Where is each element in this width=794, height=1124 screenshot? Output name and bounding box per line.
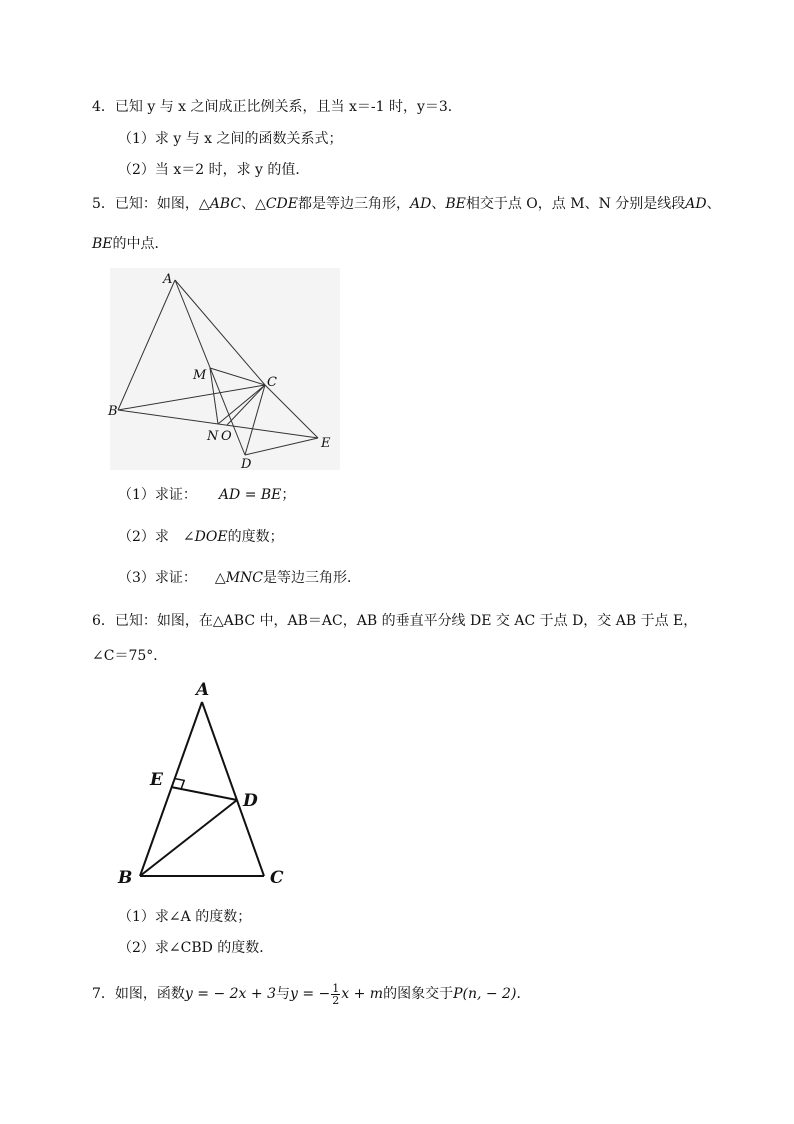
label-d: D [243, 791, 258, 811]
label-a: A [163, 272, 173, 287]
q7-fraction-denominator: 2 [332, 993, 340, 1007]
label-d: D [241, 457, 252, 470]
q5-sep: 、 [431, 196, 446, 212]
label-e: E [150, 770, 163, 790]
q5-part-2-prefix: （2）求 [118, 529, 169, 545]
q4-part-1: （1）求 y 与 x 之间的函数关系式； [118, 131, 343, 147]
q7-function-1: y = − 2x + 3 [184, 986, 276, 1002]
q7-period: ． [516, 986, 531, 1002]
q5-seg-be: BE [92, 236, 113, 252]
label-a: A [196, 680, 210, 700]
q7-point: P(n, − 2) [453, 986, 517, 1002]
q6-figure [110, 675, 300, 890]
q5-part-1-suffix: ； [281, 487, 296, 503]
q5-part-1-math: AD = BE [218, 487, 282, 503]
q6-stem-line-1: 6．已知：如图，在△ABC 中，AB＝AC，AB 的垂直平分线 DE 交 AC 于点 D，交 AB 于点 E， [92, 613, 698, 629]
q7-text: 的图象交于 [383, 986, 454, 1002]
q5-part-2-math: ∠DOE [182, 529, 228, 545]
q5-part-3-suffix: 是等边三角形． [263, 570, 361, 586]
q7-prefix: 7．如图，函数 [92, 986, 185, 1002]
q5-text: 5．已知：如图， [92, 196, 199, 212]
q7-fraction-numerator: 1 [332, 981, 340, 995]
q7-connector: 与 [275, 986, 290, 1002]
q5-stem-line-1 [92, 194, 721, 214]
q5-part-1 [118, 485, 295, 505]
q5-seg-ad: AD [410, 196, 432, 212]
label-c: C [267, 375, 277, 390]
q5-stem-line-2 [92, 234, 169, 254]
label-m: M [193, 368, 207, 383]
q5-part-1-prefix: （1）求证： [118, 487, 197, 503]
label-b: B [118, 868, 133, 888]
q5-text: 的中点． [112, 236, 169, 252]
q7-fraction [331, 983, 340, 1006]
q6-part-1: （1）求∠A 的度数； [118, 909, 252, 925]
q4-stem: 4．已知 y 与 x 之间成正比例关系，且当 x＝-1 时，y＝3． [92, 99, 462, 115]
q6-part-2: （2）求∠CBD 的度数． [118, 940, 274, 956]
segment-ac [202, 702, 264, 876]
label-b: B [108, 404, 118, 419]
q5-part-2-suffix: 的度数； [227, 529, 284, 545]
q5-tri-abc: △ABC [198, 196, 242, 212]
label-n: N [207, 429, 219, 444]
label-e: E [321, 436, 331, 451]
q5-text: 相交于点 O，点 M、N 分别是线段 [465, 196, 686, 212]
q5-text: 都是等边三角形， [298, 196, 410, 212]
q5-tri-cde: △CDE [255, 196, 298, 212]
q4-part-2: （2）当 x＝2 时，求 y 的值． [118, 162, 310, 178]
q5-part-3-prefix: （3）求证： [118, 570, 197, 586]
q7-stem [92, 980, 530, 1008]
q5-part-3-math: △MNC [214, 570, 263, 586]
label-c: C [270, 868, 284, 888]
q6-stem-line-2: ∠C＝75°． [92, 648, 168, 664]
q5-seg-be: BE [445, 196, 466, 212]
q5-sep: 、 [241, 196, 256, 212]
q5-seg-ad: AD [685, 196, 707, 212]
label-o: O [221, 429, 232, 444]
q7-function-2-rhs: x + m [341, 986, 384, 1002]
q7-function-2-lhs: y = − [289, 986, 331, 1002]
q5-sep: 、 [706, 196, 721, 212]
q5-part-2 [118, 527, 284, 547]
q5-figure [105, 268, 345, 470]
q5-part-3 [118, 568, 361, 588]
